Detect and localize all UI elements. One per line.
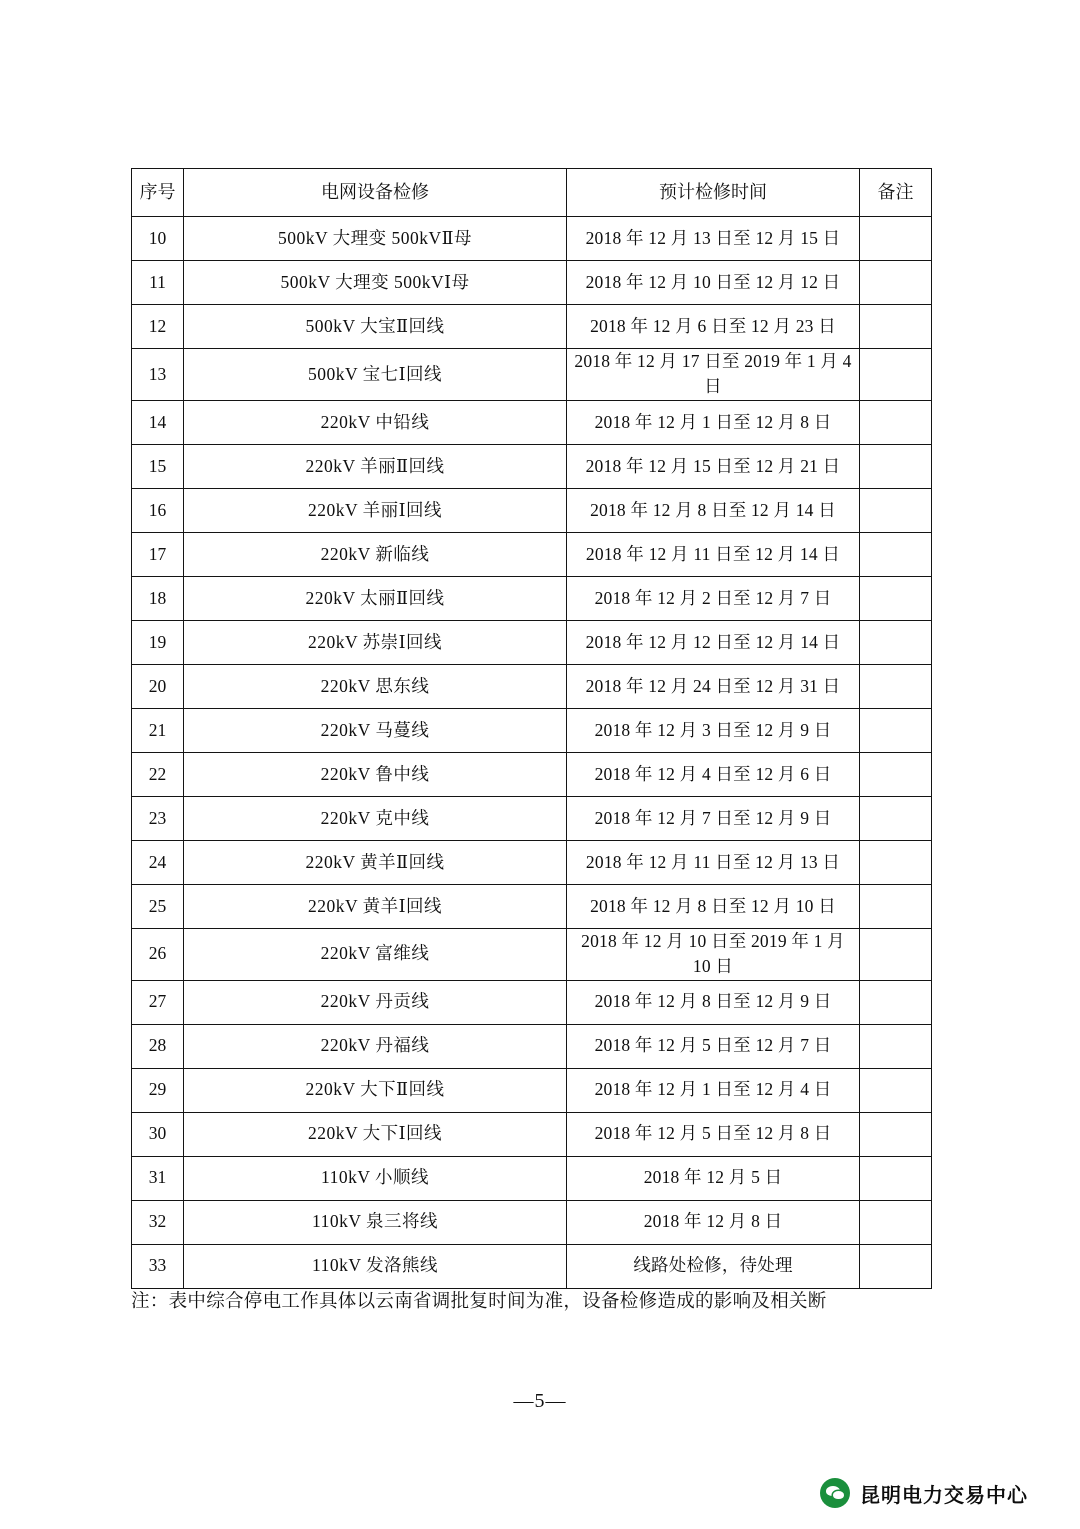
- cell-time: 2018 年 12 月 3 日至 12 月 9 日: [567, 708, 860, 752]
- column-header-index: 序号: [132, 169, 184, 217]
- cell-index: 13: [132, 349, 184, 401]
- cell-index: 24: [132, 840, 184, 884]
- column-header-time: 预计检修时间: [567, 169, 860, 217]
- cell-index: 33: [132, 1244, 184, 1288]
- cell-time: 2018 年 12 月 11 日至 12 月 13 日: [567, 840, 860, 884]
- cell-device: 110kV 泉三将线: [184, 1200, 567, 1244]
- cell-device: 500kV 大理变 500kVⅡ母: [184, 217, 567, 261]
- cell-device: 220kV 黄羊Ⅱ回线: [184, 840, 567, 884]
- cell-device: 220kV 丹福线: [184, 1024, 567, 1068]
- cell-device: 500kV 宝七Ⅰ回线: [184, 349, 567, 401]
- cell-time: 2018 年 12 月 12 日至 12 月 14 日: [567, 620, 860, 664]
- table-row: [132, 752, 932, 796]
- table-row: [132, 1200, 932, 1244]
- cell-index: 10: [132, 217, 184, 261]
- table-row: [132, 1156, 932, 1200]
- table-row: [132, 664, 932, 708]
- table-row: [132, 444, 932, 488]
- table-header: [132, 169, 932, 217]
- table-row: [132, 1024, 932, 1068]
- cell-index: 28: [132, 1024, 184, 1068]
- cell-time: 2018 年 12 月 13 日至 12 月 15 日: [567, 217, 860, 261]
- cell-note: [860, 664, 932, 708]
- cell-note: [860, 217, 932, 261]
- cell-device: 500kV 大理变 500kVⅠ母: [184, 261, 567, 305]
- cell-note: [860, 1068, 932, 1112]
- cell-time: 2018 年 12 月 1 日至 12 月 8 日: [567, 400, 860, 444]
- cell-index: 22: [132, 752, 184, 796]
- cell-note: [860, 1112, 932, 1156]
- cell-note: [860, 349, 932, 401]
- cell-note: [860, 980, 932, 1024]
- cell-note: [860, 708, 932, 752]
- cell-time: 2018 年 12 月 8 日至 12 月 9 日: [567, 980, 860, 1024]
- cell-note: [860, 400, 932, 444]
- table-row: [132, 488, 932, 532]
- cell-note: [860, 305, 932, 349]
- table-row: [132, 1112, 932, 1156]
- cell-index: 25: [132, 884, 184, 928]
- cell-note: [860, 796, 932, 840]
- cell-index: 14: [132, 400, 184, 444]
- table-row: [132, 305, 932, 349]
- cell-note: [860, 1024, 932, 1068]
- cell-note: [860, 1200, 932, 1244]
- cell-note: [860, 532, 932, 576]
- cell-time: 2018 年 12 月 1 日至 12 月 4 日: [567, 1068, 860, 1112]
- page-number: —5—: [513, 1390, 567, 1412]
- table-row: [132, 1068, 932, 1112]
- cell-device: 220kV 太丽Ⅱ回线: [184, 576, 567, 620]
- footer-brand: [820, 1478, 1028, 1508]
- cell-note: [860, 752, 932, 796]
- cell-index: 16: [132, 488, 184, 532]
- cell-note: [860, 620, 932, 664]
- cell-device: 220kV 苏崇Ⅰ回线: [184, 620, 567, 664]
- column-header-note: 备注: [860, 169, 932, 217]
- table-row: [132, 217, 932, 261]
- cell-note: [860, 488, 932, 532]
- table-row: [132, 796, 932, 840]
- cell-index: 20: [132, 664, 184, 708]
- cell-time: 2018 年 12 月 5 日至 12 月 8 日: [567, 1112, 860, 1156]
- cell-device: 220kV 克中线: [184, 796, 567, 840]
- table-row: [132, 928, 932, 980]
- cell-device: 220kV 羊丽Ⅰ回线: [184, 488, 567, 532]
- cell-time: 2018 年 12 月 6 日至 12 月 23 日: [567, 305, 860, 349]
- cell-note: [860, 928, 932, 980]
- cell-device: 220kV 黄羊Ⅰ回线: [184, 884, 567, 928]
- cell-time: 2018 年 12 月 7 日至 12 月 9 日: [567, 796, 860, 840]
- cell-time: 2018 年 12 月 11 日至 12 月 14 日: [567, 532, 860, 576]
- cell-device: 110kV 小顺线: [184, 1156, 567, 1200]
- cell-index: 21: [132, 708, 184, 752]
- cell-device: 110kV 发洛熊线: [184, 1244, 567, 1288]
- cell-device: 500kV 大宝Ⅱ回线: [184, 305, 567, 349]
- cell-device: 220kV 思东线: [184, 664, 567, 708]
- table-footnote: 注：表中综合停电工作具体以云南省调批复时间为准，设备检修造成的影响及相关断: [131, 1292, 827, 1312]
- cell-note: [860, 444, 932, 488]
- table-row: [132, 840, 932, 884]
- table-row: [132, 980, 932, 1024]
- cell-time: 2018 年 12 月 2 日至 12 月 7 日: [567, 576, 860, 620]
- table-row: [132, 349, 932, 401]
- cell-device: 220kV 鲁中线: [184, 752, 567, 796]
- cell-index: 19: [132, 620, 184, 664]
- cell-note: [860, 261, 932, 305]
- maintenance-table-container: [131, 168, 931, 1289]
- cell-device: 220kV 丹贡线: [184, 980, 567, 1024]
- cell-index: 11: [132, 261, 184, 305]
- table-body: [132, 217, 932, 1289]
- table-header-row: [132, 169, 932, 217]
- cell-time: 2018 年 12 月 8 日: [567, 1200, 860, 1244]
- cell-index: 26: [132, 928, 184, 980]
- table-row: [132, 1244, 932, 1288]
- table-row: [132, 576, 932, 620]
- wechat-icon: [820, 1478, 850, 1508]
- maintenance-table: [131, 168, 932, 1289]
- cell-device: 220kV 马蔓线: [184, 708, 567, 752]
- table-row: [132, 400, 932, 444]
- cell-device: 220kV 大下Ⅱ回线: [184, 1068, 567, 1112]
- cell-time: 2018 年 12 月 4 日至 12 月 6 日: [567, 752, 860, 796]
- cell-index: 12: [132, 305, 184, 349]
- cell-time: 2018 年 12 月 10 日至 2019 年 1 月 10 日: [567, 928, 860, 980]
- cell-time: 2018 年 12 月 8 日至 12 月 10 日: [567, 884, 860, 928]
- cell-time: 2018 年 12 月 10 日至 12 月 12 日: [567, 261, 860, 305]
- cell-device: 220kV 大下Ⅰ回线: [184, 1112, 567, 1156]
- cell-time: 2018 年 12 月 5 日至 12 月 7 日: [567, 1024, 860, 1068]
- cell-note: [860, 1244, 932, 1288]
- cell-device: 220kV 中铅线: [184, 400, 567, 444]
- brand-name: 昆明电力交易中心: [860, 1484, 1028, 1507]
- table-row: [132, 532, 932, 576]
- cell-index: 17: [132, 532, 184, 576]
- cell-time: 线路处检修，待处理: [567, 1244, 860, 1288]
- cell-index: 27: [132, 980, 184, 1024]
- cell-time: 2018 年 12 月 5 日: [567, 1156, 860, 1200]
- cell-index: 32: [132, 1200, 184, 1244]
- cell-device: 220kV 羊丽Ⅱ回线: [184, 444, 567, 488]
- table-row: [132, 620, 932, 664]
- cell-device: 220kV 新临线: [184, 532, 567, 576]
- column-header-device: 电网设备检修: [184, 169, 567, 217]
- cell-index: 29: [132, 1068, 184, 1112]
- cell-device: 220kV 富维线: [184, 928, 567, 980]
- cell-time: 2018 年 12 月 24 日至 12 月 31 日: [567, 664, 860, 708]
- cell-time: 2018 年 12 月 17 日至 2019 年 1 月 4 日: [567, 349, 860, 401]
- cell-index: 23: [132, 796, 184, 840]
- cell-note: [860, 1156, 932, 1200]
- cell-note: [860, 884, 932, 928]
- cell-note: [860, 840, 932, 884]
- cell-index: 15: [132, 444, 184, 488]
- table-row: [132, 261, 932, 305]
- table-row: [132, 884, 932, 928]
- cell-index: 18: [132, 576, 184, 620]
- cell-index: 30: [132, 1112, 184, 1156]
- cell-index: 31: [132, 1156, 184, 1200]
- cell-note: [860, 576, 932, 620]
- cell-time: 2018 年 12 月 8 日至 12 月 14 日: [567, 488, 860, 532]
- cell-time: 2018 年 12 月 15 日至 12 月 21 日: [567, 444, 860, 488]
- table-row: [132, 708, 932, 752]
